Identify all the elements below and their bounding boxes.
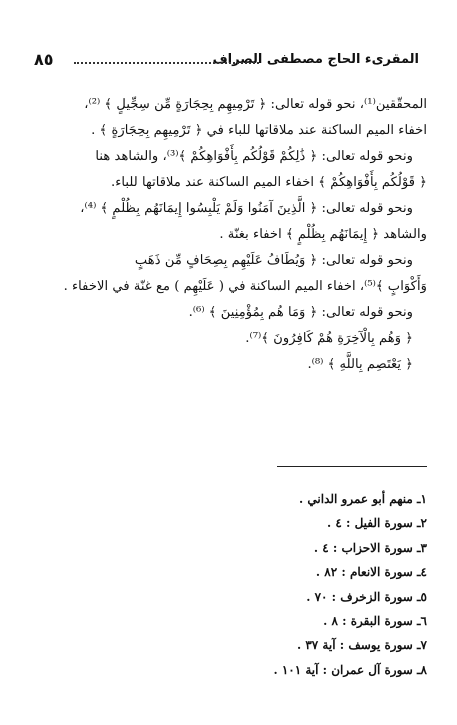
body-text <box>30 92 427 378</box>
footnote: ٨ـ سورة آل عمران : آية ١٠١ . <box>273 662 427 677</box>
body-line: ﴿ يَعْتَصِم بِاللَّهِ ﴾ ⁽⁸⁾. <box>307 357 413 372</box>
body-line: ونحو قوله تعالى: ﴿ ذَٰلِكُمْ قَوْلُكُم بِأَفْوَاهِكُمْ ﴾⁽³⁾، والشاهد هنا <box>95 149 413 164</box>
footnote: ٢ـ سورة الفيل : ٤ . <box>326 516 427 531</box>
body-line: المحقّقين⁽¹⁾، نحو قوله تعالى: ﴿ تَرْمِيهِم بِحِجَارَةٍ مِّن سِجِّيلٍ ﴾ ⁽²⁾، <box>84 97 427 112</box>
body-line: ونحو قوله تعالى: ﴿ وَمَا هُم بِمُؤْمِنِينَ ﴾ ⁽⁶⁾. <box>188 305 413 320</box>
body-line: ﴿ قَوْلُكُم بِأَفْوَاهِكُمْ ﴾ اخفاء الميم الساكنة عند ملاقاتها للباء. <box>111 175 427 190</box>
body-line: والشاهد ﴿ إِيمَانَهُم بِظُلْمٍ ﴾ اخفاء بغنّة . <box>219 227 427 242</box>
header-dotted-leader <box>74 62 259 64</box>
footnote: ٤ـ سورة الانعام : ٨٢ . <box>315 565 427 580</box>
body-line: وَأَكْوَابٍ ﴾⁽⁵⁾، اخفاء الميم الساكنة في ( عَلَيْهِم ) مع غنّة في الاخفاء . <box>63 279 427 294</box>
footnote: ١ـ منهم أبو عمرو الداني . <box>299 492 427 506</box>
header-title: المقرىء الحاج مصطفى الصراف <box>212 52 419 67</box>
body-line: اخفاء الميم الساكنة عند ملاقاتها للباء في ﴿ تَرْمِيهِم بِحِجَارَةٍ ﴾ . <box>91 123 427 138</box>
body-line: ﴿ وَهُم بِالْآخِرَةِ هُمْ كَافِرُونَ ﴾⁽⁷⁾. <box>245 331 413 346</box>
footnote: ٦ـ سورة البقرة : ٨ . <box>323 614 427 629</box>
footnote-separator <box>277 466 427 467</box>
footnote: ٣ـ سورة الاحزاب : ٤ . <box>313 540 427 555</box>
running-header <box>34 52 419 76</box>
footnote: ٧ـ سورة يوسف : آية ٣٧ . <box>297 638 427 653</box>
body-line: ونحو قوله تعالى: ﴿ وَيُطَافُ عَلَيْهِم بِصِحَافٍ مِّن ذَهَبٍ <box>134 253 413 268</box>
page-number: ٨٥ <box>34 50 54 69</box>
footnote: ٥ـ سورة الزخرف : ٧٠ . <box>306 589 427 604</box>
body-line: ونحو قوله تعالى: ﴿ الَّذِينَ آمَنُوا وَلَمْ يَلْبِسُوا إِيمَانَهُم بِظُلْمٍ ﴾ ⁽⁴⁾، <box>80 201 413 216</box>
footnotes <box>30 487 427 682</box>
